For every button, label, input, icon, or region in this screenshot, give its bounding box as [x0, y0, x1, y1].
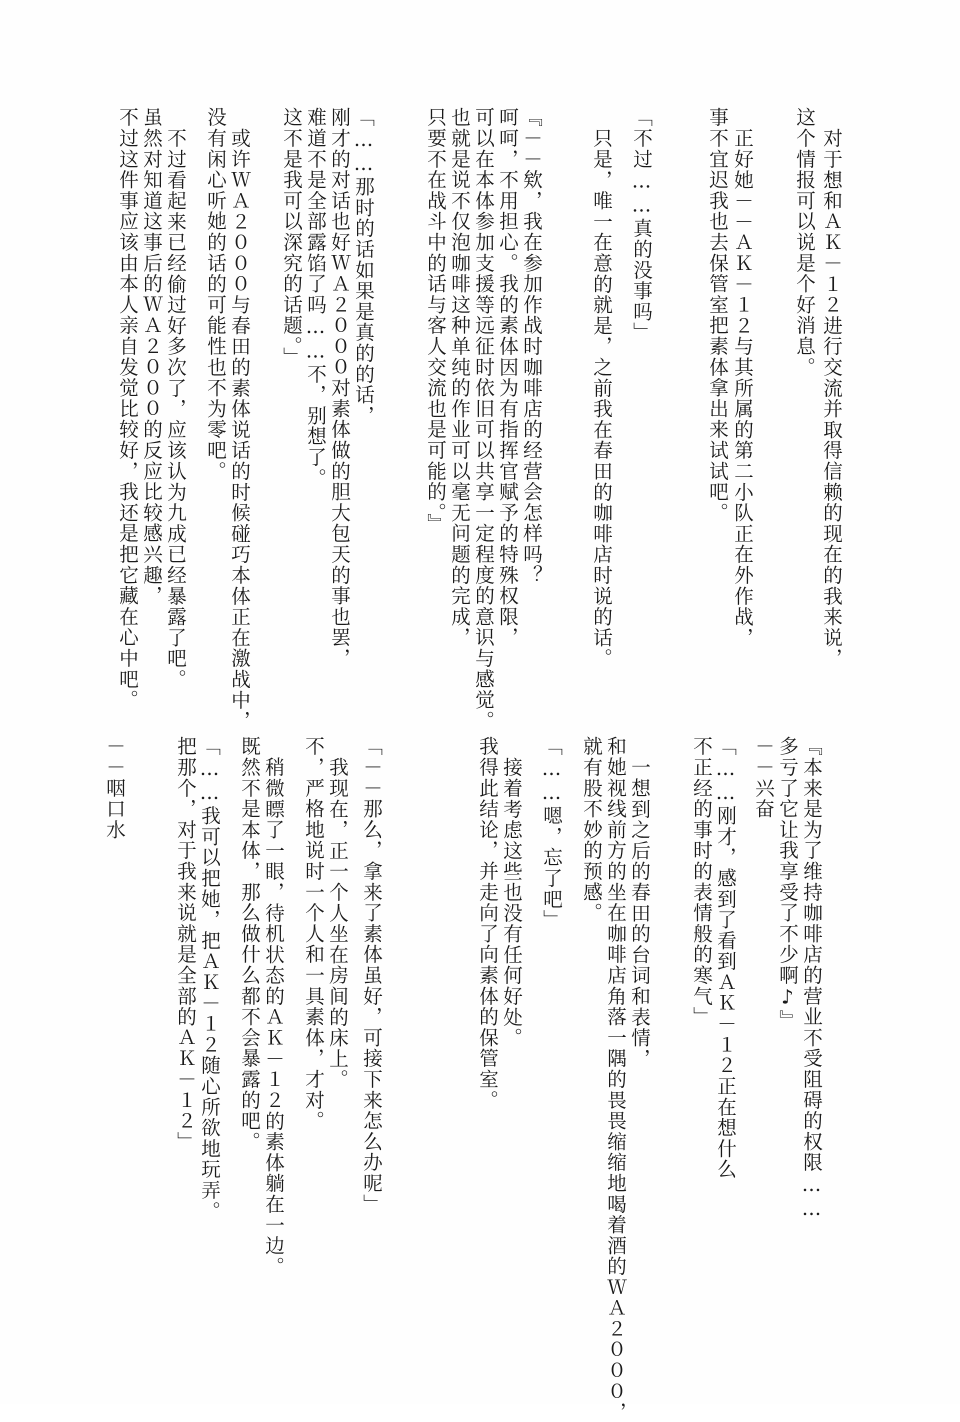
text-column: 事不宜迟我也去保管室把素体拿出来试试吧。 — [706, 107, 729, 523]
text-column: 虽然对知道这事后的ＷＡ２０００的反应比较感兴趣， — [140, 107, 163, 607]
text-column: 就有股不妙的预感。 — [580, 736, 603, 924]
text-column: 只要不在战斗中的话与客人交流也是可能的。』 — [424, 107, 447, 535]
text-column: 没有闲心听她的话的可能性也不为零吧。 — [204, 107, 227, 482]
text-column: 把那个，对于我来说就是全部的ＡＫ－１２」 — [174, 736, 197, 1152]
text-column: 稍微瞟了一眼，待机状态的ＡＫ－１２的素体躺在一边。 — [262, 757, 285, 1277]
text-column: －－兴奋 — [752, 736, 775, 820]
text-column: 「……嗯，忘了吧」 — [540, 736, 563, 931]
text-column: 「不过……真的没事吗」 — [630, 107, 653, 343]
text-column: 正好她－－ＡＫ－１２与其所属的第二小队正在外作战， — [731, 128, 754, 648]
text-column: 只是，唯一在意的就是，之前我在春田的咖啡店时说的话。 — [590, 128, 613, 669]
text-column: 或许ＷＡ２０００与春田的素体说话的时候碰巧本体正在激战中， — [228, 128, 251, 732]
text-column: 不过看起来已经偷过好多次了，应该认为九成已经暴露了吧。 — [164, 128, 187, 690]
text-column: 刚才的对话也好ＷＡ２０００对素体做的胆大包天的事也罢， — [328, 107, 351, 669]
text-column: 和她视线前方的坐在咖啡店角落一隅的畏畏缩缩地喝着酒的ＷＡ２０００， — [604, 736, 627, 1422]
text-column: 一想到之后的春田的台词和表情， — [628, 757, 651, 1069]
text-column: 我现在，正一个人坐在房间的床上。 — [326, 757, 349, 1090]
text-column: 『本来是为了维持咖啡店的营业不受阻碍的权限…… — [800, 736, 823, 1222]
text-column: 「－－那么，拿来了素体虽好，可接下来怎么办呢」 — [360, 736, 383, 1215]
text-column: －－咽口水 — [103, 736, 126, 840]
text-column: 难道不是全部露馅了吗……不，别想了。 — [304, 107, 327, 489]
text-column: 这个情报可以说是个好消息。 — [793, 107, 816, 378]
text-column: 「……那时的话如果是真的的话， — [352, 107, 375, 426]
text-column: 呵呵，不用担心。我的素体因为有指挥官赋予的特殊权限， — [496, 107, 519, 648]
text-column: 不，严格地说时一个人和一具素体，才对。 — [302, 736, 325, 1132]
text-column: 不过这件事应该由本人亲自发觉比较好，我还是把它藏在心中吧。 — [116, 107, 139, 711]
text-column: 接着考虑这些也没有任何好处。 — [500, 757, 523, 1049]
text-column: 不正经的事时的表情般的寒气」 — [690, 736, 713, 1028]
text-column: 可以在本体参加支援等远征时依旧可以共享一定程度的意识与感觉。 — [472, 107, 495, 731]
text-column: 我得此结论，并走向了向素体的保管室。 — [476, 736, 499, 1111]
text-column: 对于想和ＡＫ－１２进行交流并取得信赖的现在的我来说， — [820, 128, 843, 669]
text-column: 「……刚才，感到了看到ＡＫ－１２正在想什么 — [714, 736, 737, 1180]
text-column: 『－－欸，我在参加作战时咖啡店的经营会怎样吗？ — [520, 107, 543, 586]
text-column: 既然不是本体，那么做什么都不会暴露的吧。 — [238, 736, 261, 1152]
text-column: 这不是我可以深究的话题。」 — [280, 107, 303, 368]
text-column: 「……我可以把她，把ＡＫ－１２随心所欲地玩弄。 — [198, 736, 221, 1222]
text-column: 多亏了它让我享受了不少啊♪』 — [776, 736, 799, 1031]
text-column: 也就是说不仅泡咖啡这种单纯的作业可以毫无问题的完成， — [448, 107, 471, 648]
